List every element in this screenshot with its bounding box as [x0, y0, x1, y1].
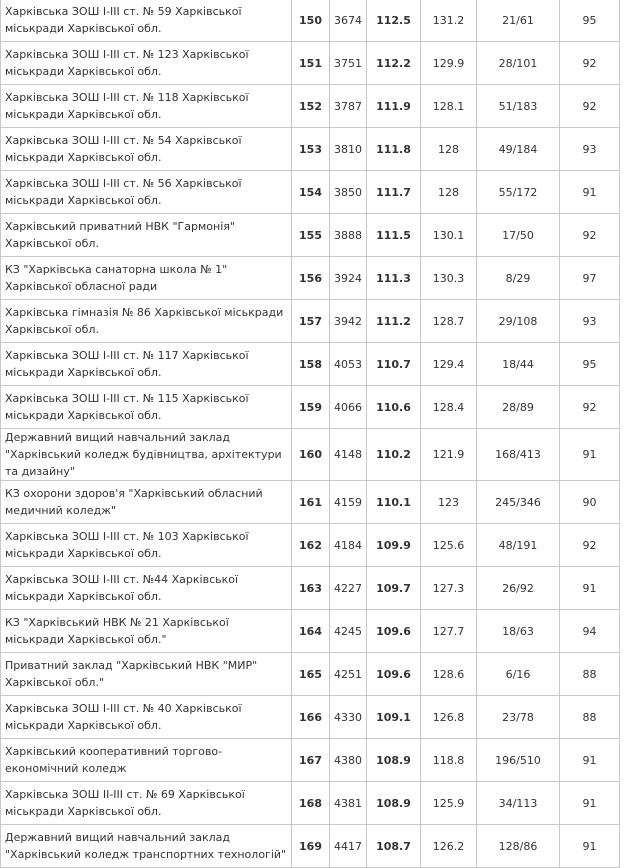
national-place-cell: 4381: [330, 782, 367, 825]
percent-cell: 95: [560, 0, 620, 42]
table-row: [1, 610, 620, 653]
table-row: [1, 429, 620, 481]
ratio-cell: 26/92: [477, 567, 560, 610]
percent-cell: 92: [560, 85, 620, 128]
score-cell: 110.7: [367, 343, 421, 386]
table-row: [1, 653, 620, 696]
school-name-cell: Харківська ЗОШ І-ІІІ ст. № 59 Харківської міськради Харківської обл.: [1, 0, 292, 42]
school-name-cell: Харківська ЗОШ І-ІІІ ст. № 54 Харківської міськради Харківської обл.: [1, 128, 292, 171]
average-cell: 127.7: [421, 610, 477, 653]
table-row: [1, 739, 620, 782]
percent-cell: 90: [560, 481, 620, 524]
table-row: [1, 481, 620, 524]
ratio-cell: 128/86: [477, 825, 560, 868]
national-place-cell: 3674: [330, 0, 367, 42]
rank-cell: 150: [292, 0, 330, 42]
table-row: [1, 567, 620, 610]
percent-cell: 91: [560, 782, 620, 825]
ratio-cell: 28/101: [477, 42, 560, 85]
average-cell: 131.2: [421, 0, 477, 42]
rank-cell: 160: [292, 429, 330, 481]
percent-cell: 92: [560, 42, 620, 85]
average-cell: 129.4: [421, 343, 477, 386]
table-row: [1, 825, 620, 868]
score-cell: 111.8: [367, 128, 421, 171]
table-row: [1, 0, 620, 42]
average-cell: 125.9: [421, 782, 477, 825]
rank-cell: 167: [292, 739, 330, 782]
ratio-cell: 28/89: [477, 386, 560, 429]
score-cell: 108.9: [367, 782, 421, 825]
rank-cell: 157: [292, 300, 330, 343]
school-name-cell: Харківська ЗОШ І-ІІІ ст. № 118 Харківської міськради Харківської обл.: [1, 85, 292, 128]
score-cell: 108.9: [367, 739, 421, 782]
national-place-cell: 3787: [330, 85, 367, 128]
score-cell: 110.1: [367, 481, 421, 524]
school-name-cell: Харківський кооперативний торгово-економічний коледж: [1, 739, 292, 782]
national-place-cell: 4053: [330, 343, 367, 386]
average-cell: 128.6: [421, 653, 477, 696]
rank-cell: 151: [292, 42, 330, 85]
ratio-cell: 29/108: [477, 300, 560, 343]
percent-cell: 97: [560, 257, 620, 300]
ratio-cell: 18/44: [477, 343, 560, 386]
rank-cell: 156: [292, 257, 330, 300]
national-place-cell: 3924: [330, 257, 367, 300]
percent-cell: 93: [560, 128, 620, 171]
ratio-cell: 55/172: [477, 171, 560, 214]
average-cell: 128: [421, 128, 477, 171]
rank-cell: 155: [292, 214, 330, 257]
rank-cell: 165: [292, 653, 330, 696]
ratio-cell: 8/29: [477, 257, 560, 300]
national-place-cell: 3751: [330, 42, 367, 85]
average-cell: 121.9: [421, 429, 477, 481]
table-row: [1, 386, 620, 429]
score-cell: 109.7: [367, 567, 421, 610]
score-cell: 108.7: [367, 825, 421, 868]
rank-cell: 162: [292, 524, 330, 567]
percent-cell: 92: [560, 386, 620, 429]
rank-cell: 153: [292, 128, 330, 171]
score-cell: 109.6: [367, 653, 421, 696]
ratio-cell: 196/510: [477, 739, 560, 782]
table-row: [1, 128, 620, 171]
ratio-cell: 51/183: [477, 85, 560, 128]
school-name-cell: Харківська ЗОШ І-ІІІ ст. № 103 Харківської міськради Харківської обл.: [1, 524, 292, 567]
school-name-cell: Харківська ЗОШ І-ІІІ ст. № 56 Харківської міськради Харківської обл.: [1, 171, 292, 214]
ratio-cell: 21/61: [477, 0, 560, 42]
ratio-cell: 23/78: [477, 696, 560, 739]
national-place-cell: 4330: [330, 696, 367, 739]
percent-cell: 91: [560, 429, 620, 481]
average-cell: 128.1: [421, 85, 477, 128]
table-row: [1, 782, 620, 825]
average-cell: 127.3: [421, 567, 477, 610]
school-name-cell: КЗ "Харківська санаторна школа № 1" Харківської обласної ради: [1, 257, 292, 300]
ratio-cell: 6/16: [477, 653, 560, 696]
average-cell: 118.8: [421, 739, 477, 782]
score-cell: 109.9: [367, 524, 421, 567]
school-name-cell: Харківський приватний НВК "Гармонія" Харківської обл.: [1, 214, 292, 257]
ratio-cell: 48/191: [477, 524, 560, 567]
average-cell: 125.6: [421, 524, 477, 567]
school-name-cell: Харківська ЗОШ І-ІІІ ст. № 123 Харківської міськради Харківської обл.: [1, 42, 292, 85]
table-row: [1, 300, 620, 343]
national-place-cell: 4148: [330, 429, 367, 481]
average-cell: 130.1: [421, 214, 477, 257]
score-cell: 110.6: [367, 386, 421, 429]
national-place-cell: 3810: [330, 128, 367, 171]
rank-cell: 161: [292, 481, 330, 524]
table-row: [1, 343, 620, 386]
score-cell: 111.9: [367, 85, 421, 128]
percent-cell: 88: [560, 696, 620, 739]
score-cell: 111.5: [367, 214, 421, 257]
table-row: [1, 171, 620, 214]
average-cell: 128: [421, 171, 477, 214]
rank-cell: 168: [292, 782, 330, 825]
percent-cell: 92: [560, 214, 620, 257]
school-name-cell: Харківська ЗОШ ІІ-ІІІ ст. № 69 Харківської міськради Харківської обл.: [1, 782, 292, 825]
national-place-cell: 4227: [330, 567, 367, 610]
percent-cell: 88: [560, 653, 620, 696]
table-row: [1, 214, 620, 257]
national-place-cell: 4245: [330, 610, 367, 653]
table-row: [1, 85, 620, 128]
average-cell: 130.3: [421, 257, 477, 300]
national-place-cell: 4417: [330, 825, 367, 868]
national-place-cell: 4380: [330, 739, 367, 782]
rank-cell: 166: [292, 696, 330, 739]
national-place-cell: 3850: [330, 171, 367, 214]
average-cell: 128.7: [421, 300, 477, 343]
school-name-cell: КЗ охорони здоров'я "Харківський обласний медичний коледж": [1, 481, 292, 524]
score-cell: 111.7: [367, 171, 421, 214]
national-place-cell: 3888: [330, 214, 367, 257]
school-name-cell: КЗ "Харківський НВК № 21 Харківської міськради Харківської обл.": [1, 610, 292, 653]
percent-cell: 91: [560, 171, 620, 214]
ratio-cell: 245/346: [477, 481, 560, 524]
ratio-cell: 18/63: [477, 610, 560, 653]
score-cell: 109.6: [367, 610, 421, 653]
school-name-cell: Харківська гімназія № 86 Харківської міськради Харківської обл.: [1, 300, 292, 343]
national-place-cell: 4066: [330, 386, 367, 429]
rank-cell: 158: [292, 343, 330, 386]
percent-cell: 91: [560, 739, 620, 782]
national-place-cell: 4251: [330, 653, 367, 696]
national-place-cell: 4184: [330, 524, 367, 567]
average-cell: 126.8: [421, 696, 477, 739]
percent-cell: 91: [560, 825, 620, 868]
rank-cell: 159: [292, 386, 330, 429]
table-row: [1, 42, 620, 85]
score-cell: 109.1: [367, 696, 421, 739]
table-row: [1, 696, 620, 739]
percent-cell: 92: [560, 524, 620, 567]
school-name-cell: Харківська ЗОШ І-ІІІ ст. №44 Харківської міськради Харківської обл.: [1, 567, 292, 610]
school-name-cell: Державний вищий навчальний заклад "Харківський коледж будівництва, архітектури та дизайну": [1, 429, 292, 481]
score-cell: 112.5: [367, 0, 421, 42]
score-cell: 110.2: [367, 429, 421, 481]
rank-cell: 152: [292, 85, 330, 128]
average-cell: 126.2: [421, 825, 477, 868]
percent-cell: 93: [560, 300, 620, 343]
school-name-cell: Харківська ЗОШ І-ІІІ ст. № 117 Харківської міськради Харківської обл.: [1, 343, 292, 386]
school-name-cell: Харківська ЗОШ І-ІІІ ст. № 115 Харківської міськради Харківської обл.: [1, 386, 292, 429]
rank-cell: 169: [292, 825, 330, 868]
score-cell: 112.2: [367, 42, 421, 85]
table-row: [1, 524, 620, 567]
score-cell: 111.3: [367, 257, 421, 300]
ratio-cell: 49/184: [477, 128, 560, 171]
average-cell: 129.9: [421, 42, 477, 85]
percent-cell: 91: [560, 567, 620, 610]
table-body: [1, 0, 620, 868]
school-name-cell: Державний вищий навчальний заклад "Харківський коледж транспортних технологій": [1, 825, 292, 868]
rank-cell: 154: [292, 171, 330, 214]
national-place-cell: 4159: [330, 481, 367, 524]
percent-cell: 95: [560, 343, 620, 386]
score-cell: 111.2: [367, 300, 421, 343]
rank-cell: 164: [292, 610, 330, 653]
school-name-cell: Харківська ЗОШ І-ІІІ ст. № 40 Харківської міськради Харківської обл.: [1, 696, 292, 739]
ratio-cell: 17/50: [477, 214, 560, 257]
percent-cell: 94: [560, 610, 620, 653]
rank-cell: 163: [292, 567, 330, 610]
table-row: [1, 257, 620, 300]
national-place-cell: 3942: [330, 300, 367, 343]
ratio-cell: 34/113: [477, 782, 560, 825]
average-cell: 123: [421, 481, 477, 524]
ratio-cell: 168/413: [477, 429, 560, 481]
school-name-cell: Приватний заклад "Харківський НВК "МИР" Харківської обл.": [1, 653, 292, 696]
average-cell: 128.4: [421, 386, 477, 429]
